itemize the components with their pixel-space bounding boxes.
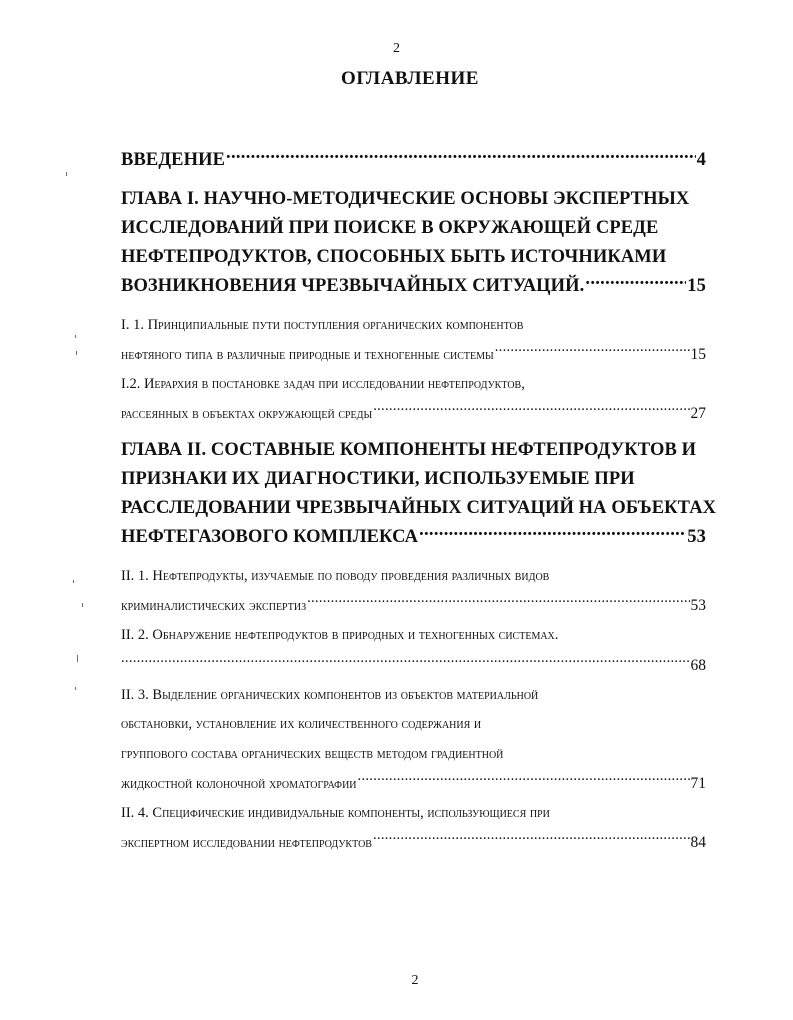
dot-leader (419, 524, 686, 543)
toc-chapter-1-line2[interactable]: ИССЛЕДОВАНИЙ ПРИ ПОИСКЕ В ОКРУЖАЮЩЕЙ СРЕДЕ (121, 218, 659, 238)
scan-mark (77, 655, 78, 662)
scan-mark (73, 580, 74, 583)
dot-leader (373, 404, 689, 419)
toc-entry-label: ВОЗНИКНОВЕНИЯ ЧРЕЗВЫЧАЙНЫХ СИТУАЦИЙ. (121, 276, 585, 296)
dot-leader (226, 147, 696, 166)
toc-page-number: 4 (696, 150, 706, 170)
toc-entry-label: ВВЕДЕНИЕ (121, 150, 226, 170)
scan-mark (75, 335, 76, 338)
toc-page-number: 53 (690, 597, 706, 614)
toc-entry-label: НЕФТЕГАЗОВОГО КОМПЛЕКСА (121, 527, 419, 547)
page-title: ОГЛАВЛЕНИЕ (341, 68, 479, 89)
toc-section-2-4-line1[interactable]: II. 4. Специфические индивидуальные компоненты, использующиеся при (121, 805, 550, 821)
page-number-bottom: 2 (411, 973, 419, 988)
toc-entry-chapter-2[interactable] (121, 523, 706, 552)
toc-section-1-2-line1[interactable]: I.2. Иерархия в постановке задач при исследовании нефтепродуктов, (121, 376, 525, 392)
toc-section-2-3-line3[interactable]: группового состава органических веществ методом градиентной (121, 746, 504, 762)
toc-entry-label: экспертном исследовании нефтепродуктов (121, 835, 372, 851)
toc-section-2-3-line2[interactable]: обстановки, установление их количественного содержания и (121, 716, 482, 732)
toc-page-number: 27 (690, 405, 706, 422)
toc-chapter-2-line1[interactable]: ГЛАВА II. СОСТАВНЫЕ КОМПОНЕНТЫ НЕФТЕПРОДУКТОВ И (121, 440, 697, 460)
dot-leader (358, 774, 690, 789)
toc-entry-section-1-1[interactable] (121, 340, 706, 370)
toc-entry-introduction[interactable] (121, 146, 706, 175)
toc-chapter-1-line3[interactable]: НЕФТЕПРОДУКТОВ, СПОСОБНЫХ БЫТЬ ИСТОЧНИКАМИ (121, 247, 667, 267)
dot-leader (373, 833, 690, 848)
toc-section-2-1-line1[interactable]: II. 1. Нефтепродукты, изучаемые по поводу проведения различных видов (121, 568, 550, 584)
toc-chapter-2-line3[interactable]: РАССЛЕДОВАНИИ ЧРЕЗВЫЧАЙНЫХ СИТУАЦИЙ НА ОБЪЕКТАХ (121, 498, 717, 518)
toc-entry-label: нефтяного типа в различные природные и техногенные системы (121, 347, 494, 363)
toc-entry-label: рассеянных в объектах окружающей среды (121, 406, 373, 422)
toc-page-number: 84 (690, 834, 706, 851)
toc-chapter-2-line2[interactable]: ПРИЗНАКИ ИХ ДИАГНОСТИКИ, ИСПОЛЬЗУЕМЫЕ ПРИ (121, 469, 635, 489)
toc-section-2-3-line1[interactable]: II. 3. Выделение органических компонентов из объектов материальной (121, 687, 539, 703)
scan-mark (82, 603, 83, 607)
page-number-top: 2 (393, 41, 400, 56)
toc-entry-section-1-2[interactable] (121, 399, 706, 429)
dot-leader (307, 596, 689, 611)
toc-entry-section-2-3[interactable] (121, 769, 706, 799)
toc-page-number: 15 (690, 346, 706, 363)
dot-leader (585, 273, 686, 292)
toc-page-number: 53 (687, 527, 706, 547)
toc-page-number: 15 (687, 276, 706, 296)
scan-mark (75, 687, 76, 690)
dot-leader (121, 656, 690, 671)
scan-mark (76, 351, 77, 355)
toc-entry-section-2-2[interactable] (121, 651, 706, 680)
dot-leader (495, 345, 690, 360)
toc-section-1-1-line1[interactable]: I. 1. Принципиальные пути поступления органических компонентов (121, 317, 524, 333)
toc-entry-chapter-1[interactable] (121, 272, 706, 301)
toc-entry-label: жидкостной колоночной хроматографии (121, 776, 357, 792)
toc-entry-label: криминалистических экспертиз (121, 598, 307, 614)
toc-page-number: 71 (690, 775, 706, 792)
toc-page-number: 68 (690, 657, 706, 674)
toc-entry-section-2-1[interactable] (121, 591, 706, 621)
toc-chapter-1-line1[interactable]: ГЛАВА I. НАУЧНО-МЕТОДИЧЕСКИЕ ОСНОВЫ ЭКСПЕРТНЫХ (121, 189, 690, 209)
toc-section-2-2-line1[interactable]: II. 2. Обнаружение нефтепродуктов в природных и техногенных системах. (121, 627, 559, 643)
scan-mark (66, 172, 67, 176)
toc-entry-section-2-4[interactable] (121, 828, 706, 858)
